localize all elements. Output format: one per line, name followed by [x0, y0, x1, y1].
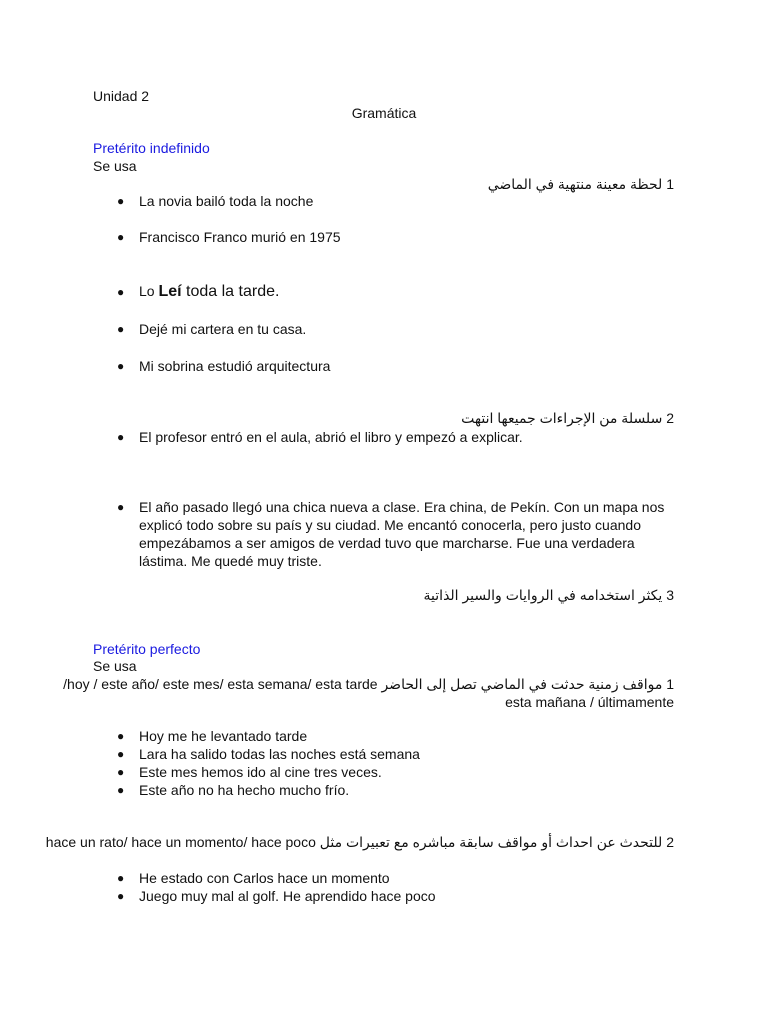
- example-text: Lara ha salido todas las noches está semana: [139, 746, 420, 762]
- example-paragraph: El año pasado llegó una chica nueva a clase. Era china, de Pekín. Con un mapa nos explicó todo sobre su país y su ciudad. Me encantó conocerla, pero justo cuando empezábamos a ser amigos de verdad tuvo que marcharse. Fue una verdadera lástima. Me quedé muy triste.: [139, 499, 665, 569]
- unit-label: Unidad 2: [93, 88, 150, 104]
- example-post: toda la tarde.: [181, 283, 280, 300]
- bullet-icon: ●: [117, 871, 125, 885]
- bullet-icon: ●: [117, 359, 125, 373]
- bullet-icon: ●: [117, 500, 125, 514]
- example-text: Mi sobrina estudió arquitectura: [139, 358, 331, 374]
- example-pre: Lo: [139, 283, 159, 299]
- section-heading-indefinido: Pretérito indefinido: [93, 140, 210, 156]
- bullet-icon: ●: [117, 765, 125, 779]
- example-text: Francisco Franco murió en 1975: [139, 229, 341, 245]
- rule-1-line-2: esta mañana / últimamente: [505, 694, 674, 710]
- example-text: Dejé mi cartera en tu casa.: [139, 321, 307, 337]
- bullet-icon: ●: [117, 194, 125, 208]
- page-title: Gramática: [351, 105, 417, 121]
- bullet-icon: ●: [117, 747, 125, 761]
- section-heading-perfecto: Pretérito perfecto: [93, 641, 201, 657]
- example-text: La novia bailó toda la noche: [139, 193, 314, 209]
- example-verb: Leí: [158, 283, 182, 300]
- example-text: He estado con Carlos hace un momento: [139, 870, 390, 886]
- bullet-icon: ●: [117, 729, 125, 743]
- bullet-icon: ●: [117, 285, 125, 299]
- example-text: Hoy me he levantado tarde: [139, 728, 308, 744]
- rule-2-arabic: 2 سلسلة من الإجراءات جميعها انتهت: [461, 410, 674, 426]
- rule-1-arabic: 1 لحظة معينة منتهية في الماضي: [487, 176, 674, 192]
- bullet-icon: ●: [117, 322, 125, 336]
- bullet-icon: ●: [117, 430, 125, 444]
- bullet-icon: ●: [117, 783, 125, 797]
- bullet-icon: ●: [117, 889, 125, 903]
- rule-2-line: 2 للتحدث عن احداث أو مواقف سابقة مباشره مع تعبيرات مثل hace un rato/ hace un momento/ hace poco: [45, 834, 674, 850]
- rule-3-arabic: 3 يكثر استخدامه في الروايات والسير الذاتية: [423, 587, 674, 603]
- example-text: Juego muy mal al golf. He aprendido hace poco: [139, 888, 436, 904]
- example-text: [139, 283, 279, 301]
- example-text: Este mes hemos ido al cine tres veces.: [139, 764, 382, 780]
- bullet-icon: ●: [117, 230, 125, 244]
- se-usa-label: Se usa: [93, 658, 137, 674]
- example-text: El profesor entró en el aula, abrió el libro y empezó a explicar.: [139, 429, 523, 445]
- example-text: Este año no ha hecho mucho frío.: [139, 782, 350, 798]
- rule-1-line-1: 1 مواقف زمنية حدثت في الماضي تصل إلى الحاضر hoy / este año/ este mes/ esta semana/ esta tarde/: [63, 676, 674, 692]
- se-usa-label: Se usa: [93, 158, 137, 174]
